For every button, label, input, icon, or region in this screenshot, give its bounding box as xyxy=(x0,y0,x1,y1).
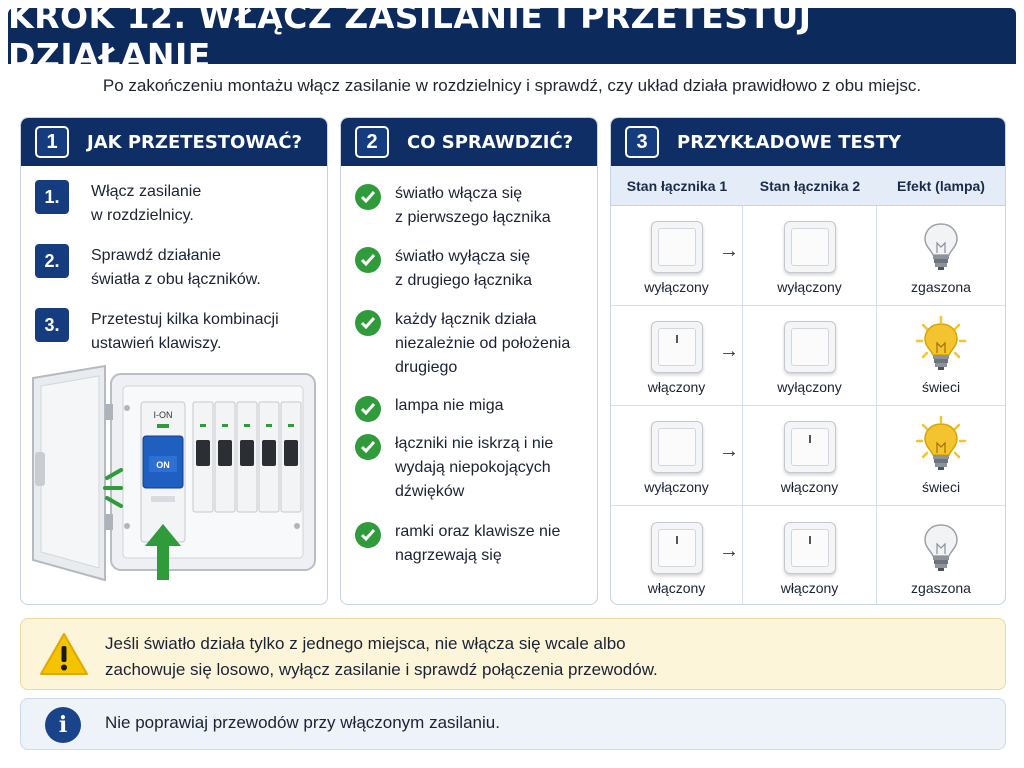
light-switch-icon xyxy=(651,421,703,473)
check-text-line: z drugiego łącznika xyxy=(395,272,532,289)
light-bulb-on-icon xyxy=(915,315,967,373)
checkmark-icon xyxy=(355,310,381,336)
check-text-line: nagrzewają się xyxy=(395,547,502,564)
info-text: Nie poprawiaj przewodów przy włączonym zasilaniu. xyxy=(105,713,500,732)
switch-on-mark-icon xyxy=(809,435,811,443)
switch-state-label: wyłączony xyxy=(777,279,842,295)
check-text-line: dźwięków xyxy=(395,483,465,500)
section-title: JAK PRZETESTOWAĆ? xyxy=(87,131,302,153)
table-cell xyxy=(611,506,743,605)
check-item xyxy=(355,394,595,422)
table-cell xyxy=(743,206,877,305)
switch-state-label: włączony xyxy=(780,479,839,495)
column-header: Stan łącznika 1 xyxy=(626,177,728,194)
step-text-line: ustawień klawiszy. xyxy=(91,335,222,352)
switch-state-label: włączony xyxy=(780,580,839,596)
light-switch-icon xyxy=(651,221,703,273)
step-number: 1. xyxy=(35,180,69,214)
table-cell xyxy=(611,206,743,305)
check-text-line: ramki oraz klawisze nie xyxy=(395,523,561,540)
light-switch-icon xyxy=(784,522,836,574)
warning-text-line: zachowuje się losowo, wyłącz zasilanie i sprawdź połączenia przewodów. xyxy=(105,660,658,679)
step-text-line: światła z obu łączników. xyxy=(91,271,261,288)
section-number: 2 xyxy=(355,126,389,158)
table-row xyxy=(611,206,1005,306)
distribution-board-illustration xyxy=(25,364,325,588)
light-switch-icon xyxy=(784,421,836,473)
warning-triangle-icon xyxy=(39,631,89,677)
table-cell xyxy=(877,506,1005,605)
step-item xyxy=(35,244,301,292)
light-switch-icon xyxy=(651,522,703,574)
switch-state-label: włączony xyxy=(647,580,706,596)
section-header xyxy=(21,118,327,166)
step-item xyxy=(35,180,301,228)
step-text-line: Przetestuj kilka kombinacji xyxy=(91,311,279,328)
check-text-line: wydają niepokojących xyxy=(395,459,551,476)
table-header xyxy=(611,166,1005,206)
main-switch-on-label: ON xyxy=(156,460,170,470)
table-cell xyxy=(743,506,877,605)
table-cell xyxy=(611,306,743,405)
checkmark-icon xyxy=(355,434,381,460)
check-text-line: z pierwszego łącznika xyxy=(395,209,551,226)
light-bulb-off-icon xyxy=(915,215,967,273)
section-number: 1 xyxy=(35,126,69,158)
lamp-effect-label: świeci xyxy=(921,479,961,495)
table-cell xyxy=(877,306,1005,405)
check-text-line: niezależnie od położenia xyxy=(395,335,571,352)
section-header xyxy=(611,118,1005,166)
check-text-line: lampa nie miga xyxy=(395,397,504,414)
section-title: PRZYKŁADOWE TESTY xyxy=(677,131,902,153)
check-text-line: każdy łącznik działa xyxy=(395,311,537,328)
info-icon: i xyxy=(45,707,81,743)
table-row xyxy=(611,406,1005,506)
table-cell xyxy=(611,406,743,505)
check-item xyxy=(355,245,595,293)
step-item xyxy=(35,308,301,356)
check-item xyxy=(355,182,595,230)
light-switch-icon xyxy=(651,321,703,373)
step-text-line: Włącz zasilanie xyxy=(91,183,202,200)
step-text-line: Sprawdź działanie xyxy=(91,247,221,264)
switch-on-mark-icon xyxy=(809,536,811,544)
checkmark-icon xyxy=(355,396,381,422)
check-item xyxy=(355,432,595,504)
switch-state-label: wyłączony xyxy=(777,379,842,395)
section-example-tests xyxy=(610,117,1006,605)
page-title: KROK 12. WŁĄCZ ZASILANIE I PRZETESTUJ DZIAŁANIE xyxy=(8,0,812,75)
info-banner xyxy=(20,698,1006,750)
column-header: Stan łącznika 2 xyxy=(759,177,861,194)
switch-state-label: włączony xyxy=(647,379,706,395)
switch-on-mark-icon xyxy=(676,536,678,544)
lamp-effect-label: zgaszona xyxy=(911,279,971,295)
page-title-bar xyxy=(8,0,1016,75)
warning-banner xyxy=(20,618,1006,690)
checkmark-icon xyxy=(355,247,381,273)
check-text-line: światło wyłącza się xyxy=(395,248,531,265)
checkmark-icon xyxy=(355,522,381,548)
arrow-right-icon: → xyxy=(719,340,739,362)
test-table xyxy=(611,166,1005,605)
step-number: 2. xyxy=(35,244,69,278)
lamp-effect-label: świeci xyxy=(921,379,961,395)
section-number: 3 xyxy=(625,126,659,158)
check-text-line: światło włącza się xyxy=(395,185,523,202)
check-text-line: drugiego xyxy=(395,359,458,376)
step-text-line: w rozdzielnicy. xyxy=(91,207,194,224)
circuit-breakers xyxy=(193,402,301,512)
table-cell xyxy=(877,406,1005,505)
light-bulb-off-icon xyxy=(915,516,967,574)
table-row xyxy=(611,506,1005,605)
table-cell xyxy=(743,406,877,505)
arrow-right-icon: → xyxy=(719,540,739,562)
warning-text-line: Jeśli światło działa tylko z jednego miejsca, nie włącza się wcale albo xyxy=(105,634,626,653)
light-switch-icon xyxy=(784,221,836,273)
section-what-to-check xyxy=(340,117,598,605)
light-bulb-on-icon xyxy=(915,415,967,473)
checkmark-icon xyxy=(355,184,381,210)
table-cell xyxy=(743,306,877,405)
table-cell xyxy=(877,206,1005,305)
check-item xyxy=(355,308,595,380)
section-how-to-test xyxy=(20,117,328,605)
step-number: 3. xyxy=(35,308,69,342)
arrow-right-icon: → xyxy=(719,240,739,262)
light-switch-icon xyxy=(784,321,836,373)
switch-on-mark-icon xyxy=(676,335,678,343)
arrow-right-icon: → xyxy=(719,440,739,462)
column-header: Efekt (lampa) xyxy=(897,177,985,194)
switch-state-label: wyłączony xyxy=(644,279,709,295)
check-item xyxy=(355,520,595,568)
page-subtitle: Po zakończeniu montażu włącz zasilanie w rozdzielnicy i sprawdź, czy układ działa prawidłowo z obu miejsc. xyxy=(102,76,922,95)
switch-state-label: wyłączony xyxy=(644,479,709,495)
section-title: CO SPRAWDZIĆ? xyxy=(407,131,574,153)
section-header xyxy=(341,118,597,166)
main-switch-label: I-ON xyxy=(153,410,173,420)
table-row xyxy=(611,306,1005,406)
check-text-line: łączniki nie iskrzą i nie xyxy=(395,435,554,452)
lamp-effect-label: zgaszona xyxy=(911,580,971,596)
